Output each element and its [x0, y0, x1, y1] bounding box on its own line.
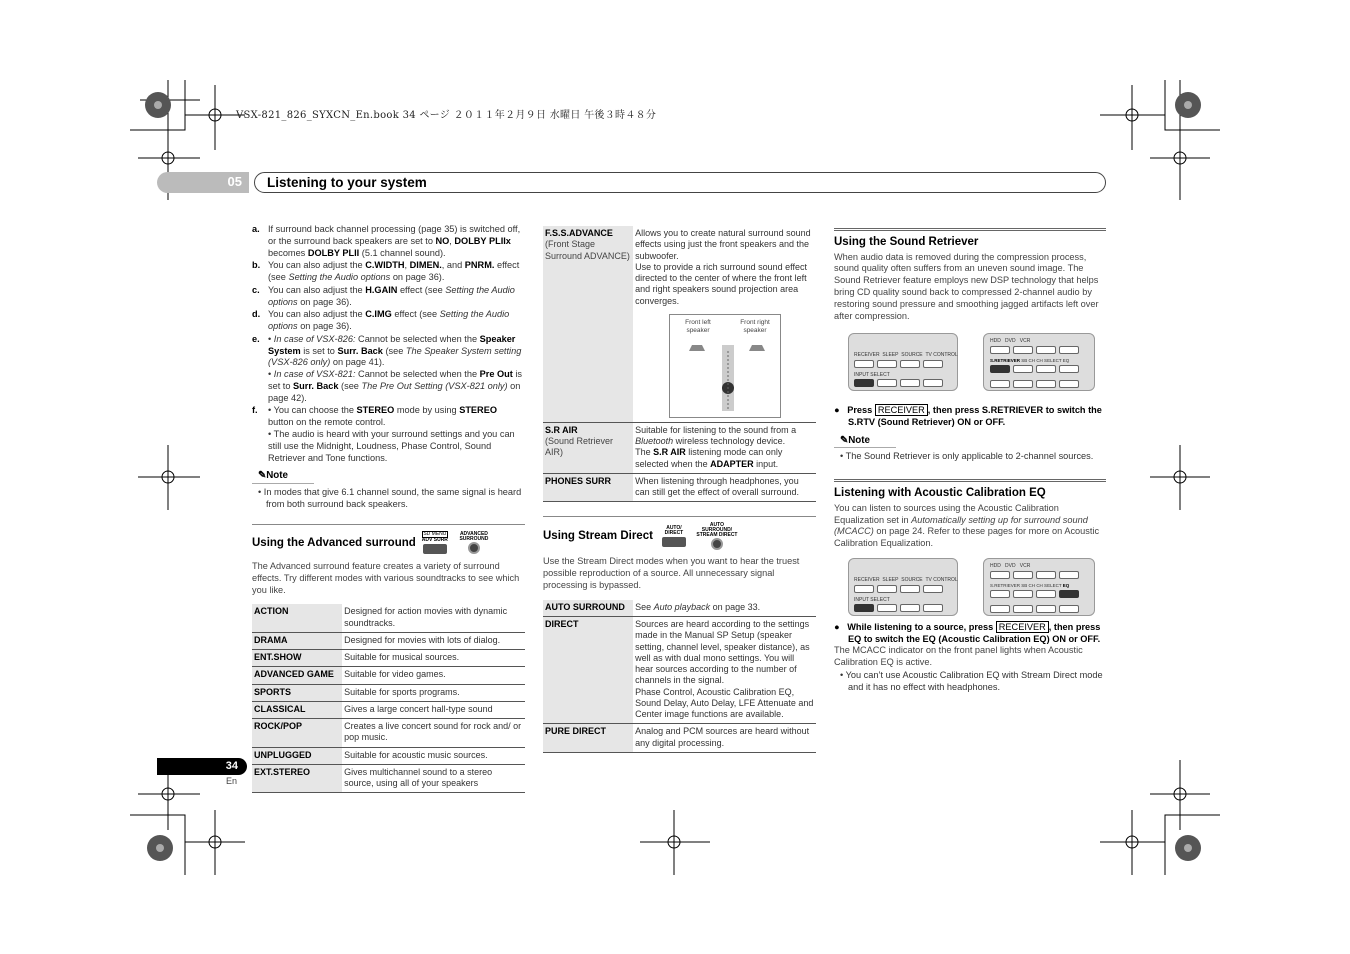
advanced-row	[252, 632, 525, 649]
advanced-intro: The Advanced surround feature creates a variety of surround effects. Try different modes with various soundtracks to see which you like.	[252, 561, 520, 595]
advanced-modes-table	[252, 604, 525, 793]
stream-heading: Using Stream Direct	[543, 530, 653, 543]
advanced-mode-name: ENT.SHOW	[252, 650, 342, 667]
advanced-mode-desc: Creates a live concert sound for rock and/ or pop music.	[344, 721, 522, 743]
column-2	[543, 226, 816, 753]
mcacc-heading: Listening with Acoustic Calibration EQ	[834, 487, 1046, 500]
mcacc-bullet: • You can’t use Acoustic Calibration EQ with Stream Direct mode and it has no effect with headphones.	[840, 669, 1103, 692]
advanced-mode-name: DRAMA	[252, 632, 342, 649]
front-right-speaker-icon	[749, 345, 765, 351]
front-right-label: Front right speaker	[740, 319, 770, 335]
stream-mode-desc: Sources are heard according to the settings made in the Manual SP Setup (speaker setting, channel level, speaker distance), as well as with dual mono settings. You will hear sources according to the number of channels in the signal. Phase Control, Acoustic Calibration EQ, Sound Delay, Auto Delay, LFE Attenuate and Center image functions are available.	[635, 619, 814, 719]
fss-speaker-diagram	[670, 315, 782, 419]
retriever-heading: Using the Sound Retriever	[834, 236, 979, 248]
stream-mode-desc: See Auto playback on page 33.	[635, 601, 761, 612]
advanced-row	[252, 667, 525, 684]
advanced-row	[252, 701, 525, 718]
advanced-mode-desc: Suitable for acoustic music sources.	[344, 749, 488, 760]
stream-intro: Use the Stream Direct modes when you want to hear the truest possible reproduction of a source. All unnecessary signal processing is bypassed.	[543, 556, 800, 590]
mcacc-intro: You can listen to sources using the Acoustic Calibration Equalization set in Automatically setting up for surround sound (MCACC) on page 24. Refer to these pages for more on Acoustic Calibration Equalization.	[834, 502, 1100, 549]
retriever-intro: When audio data is removed during the compression process, sound quality often suffers from an uneven sound image. The Sound Retriever feature employs new DSP technology that helps bring CD quality sound back to compressed 2-channel audio by restoring sound pressure and smoothing jagged artifacts left over after compression.	[834, 251, 1099, 321]
front-left-label: Front left speaker	[685, 319, 711, 335]
stream-mode-name: DIRECT	[543, 617, 633, 724]
advanced-row	[252, 719, 525, 748]
advanced-mode-desc: Suitable for video games.	[344, 669, 446, 680]
stream-modes-table	[543, 600, 816, 753]
footnote-c: c. You can also adjust the H.GAIN effect (see Setting the Audio options on page 36).	[252, 284, 515, 307]
retriever-note-heading: ✎ Note	[834, 435, 896, 449]
fss-diagram	[669, 314, 781, 418]
listening-mode-desc: Allows you to create natural surround sound effects using just the front speakers and the subwoofer. Use to provide a rich surround sound effect directed to the center of where the front left and right speakers sound projection area converges.	[635, 228, 811, 306]
footnote-e: e. • In case of VSX-826: Cannot be selected when the Speaker System is set to Surr. Back (see The Speaker System setting (VSX-826 only) on page 41). • In case of VSX-821: Cannot be selected when the Pre Out is set to Surr. Back (see The Pre Out Setting (VSX-821 only) on page 42).	[252, 333, 522, 403]
note-bullet: • In modes that give 6.1 channel sound, the same signal is heard from both surround back speakers.	[258, 486, 522, 509]
advanced-mode-desc: Gives a large concert hall-type sound	[344, 703, 493, 714]
advanced-mode-name: ADVANCED GAME	[252, 667, 342, 684]
advanced-mode-desc: Designed for movies with lots of dialog.	[344, 634, 501, 645]
advanced-mode-desc: Designed for action movies with dynamic soundtracks.	[344, 606, 508, 628]
column-3	[834, 228, 1106, 694]
advanced-heading-row	[252, 524, 525, 555]
advanced-mode-name: ACTION	[252, 604, 342, 632]
stream-direct-knob[interactable]: AUTO SURROUND/ STREAM DIRECT	[695, 523, 739, 550]
page-number: 34	[225, 760, 238, 772]
remote-panel-numbers-2: HDD DVD VCR S.RETRIEVER SB CH CH SELECT EQ	[983, 558, 1095, 616]
adv-surr-button[interactable]: SD MENU ADV SURR	[422, 531, 448, 555]
page-language: En	[226, 776, 238, 786]
advanced-row	[252, 684, 525, 701]
advanced-mode-name: UNPLUGGED	[252, 747, 342, 764]
retriever-note: • The Sound Retriever is only applicable to 2-channel sources.	[840, 451, 1094, 462]
stream-heading-row	[543, 516, 816, 550]
advanced-mode-name: CLASSICAL	[252, 701, 342, 718]
advanced-surround-knob[interactable]: ADVANCED SURROUND	[454, 532, 494, 554]
listening-mode-desc: Suitable for listening to the sound from a Bluetooth wireless technology device. The S.R AIR listening mode can only selected when the ADAPTER input.	[635, 424, 797, 469]
chapter-number: 05	[227, 174, 242, 189]
listening-mode-name: PHONES SURR	[543, 473, 633, 502]
listening-row	[543, 473, 816, 502]
mcacc-step: ● While listening to a source, press RECEIVER , then press EQ to switch the EQ (Acoustic Calibration EQ) ON or OFF.	[834, 621, 1101, 644]
note-heading: ✎ Note	[252, 470, 314, 484]
listening-mode-desc: When listening through headphones, you can still get the effect of overall surround.	[635, 475, 800, 497]
remote-panel-receiver-2: RECEIVER SLEEP SOURCE TV CONTROL INPUT SELECT	[848, 558, 958, 616]
advanced-row	[252, 764, 525, 793]
stream-row	[543, 724, 816, 753]
advanced-mode-name: EXT.STEREO	[252, 764, 342, 793]
retriever-step: ● Press RECEIVER , then press S.RETRIEVER to switch the S.RTV (Sound Retriever) ON or OFF.	[834, 405, 1102, 428]
print-header: VSX-821_826_SYXCN_En.book 34 ページ ２０１１年２月９日 水曜日 午後３時４８分	[236, 110, 657, 121]
page-number-tab	[157, 758, 247, 775]
mcacc-section	[834, 479, 1106, 501]
advanced-mode-name: ROCK/POP	[252, 719, 342, 748]
footnote-d: d. You can also adjust the C.IMG effect (see Setting the Audio options on page 36).	[252, 309, 510, 332]
stream-mode-name: AUTO SURROUND	[543, 600, 633, 617]
retriever-section	[834, 228, 1106, 250]
advanced-row	[252, 650, 525, 667]
advanced-mode-desc: Gives multichannel sound to a stereo source, using all of your speakers	[344, 766, 493, 789]
chapter-title: Listening to your system	[254, 172, 1106, 193]
remote-panel-numbers-1: HDD DVD VCR S.RETRIEVER SB CH CH SELECT EQ	[983, 333, 1095, 391]
listening-mode-name: S.R AIR (Sound Retriever AIR)	[543, 422, 633, 473]
advanced-mode-desc: Suitable for musical sources.	[344, 652, 460, 663]
footnote-b: b. You can also adjust the C.WIDTH, DIMEN., and PNRM. effect (see Setting the Audio options on page 36).	[252, 260, 520, 283]
listening-mode-name: F.S.S.ADVANCE (Front Stage Surround ADVANCE)	[543, 226, 633, 422]
column-1	[252, 224, 525, 793]
stream-mode-name: PURE DIRECT	[543, 724, 633, 753]
advanced-mode-desc: Suitable for sports programs.	[344, 686, 460, 697]
footnote-a: a. If surround back channel processing (page 35) is switched off, or the surround back speakers are set to NO, DOLBY PLIIx becomes DOLBY PLII (5.1 channel sound).	[252, 224, 521, 258]
listening-row	[543, 422, 816, 473]
advanced-row	[252, 747, 525, 764]
advanced-heading: Using the Advanced surround	[252, 536, 416, 549]
stream-row	[543, 617, 816, 724]
stream-mode-desc: Analog and PCM sources are heard without any digital processing.	[635, 726, 810, 748]
footnotes	[252, 224, 525, 464]
mcacc-after: The MCACC indicator on the front panel lights when Acoustic Calibration EQ is active.	[834, 645, 1083, 668]
chapter-tab	[157, 172, 249, 193]
stream-row	[543, 600, 816, 617]
advanced-row	[252, 604, 525, 632]
sound-projection-bar	[722, 345, 734, 411]
advanced-mode-name: SPORTS	[252, 684, 342, 701]
front-left-speaker-icon	[689, 345, 705, 351]
footnote-f: f. • You can choose the STEREO mode by using STEREO button on the remote control. • The audio is heard with your surround settings and you can still use the Midnight, Loudness, Phase Control, Sound Retriever and Tone functions.	[252, 405, 515, 463]
auto-direct-button[interactable]: AUTO/ DIRECT	[661, 526, 687, 548]
remote-panel-receiver-1: RECEIVER SLEEP SOURCE TV CONTROL INPUT SELECT	[848, 333, 958, 391]
